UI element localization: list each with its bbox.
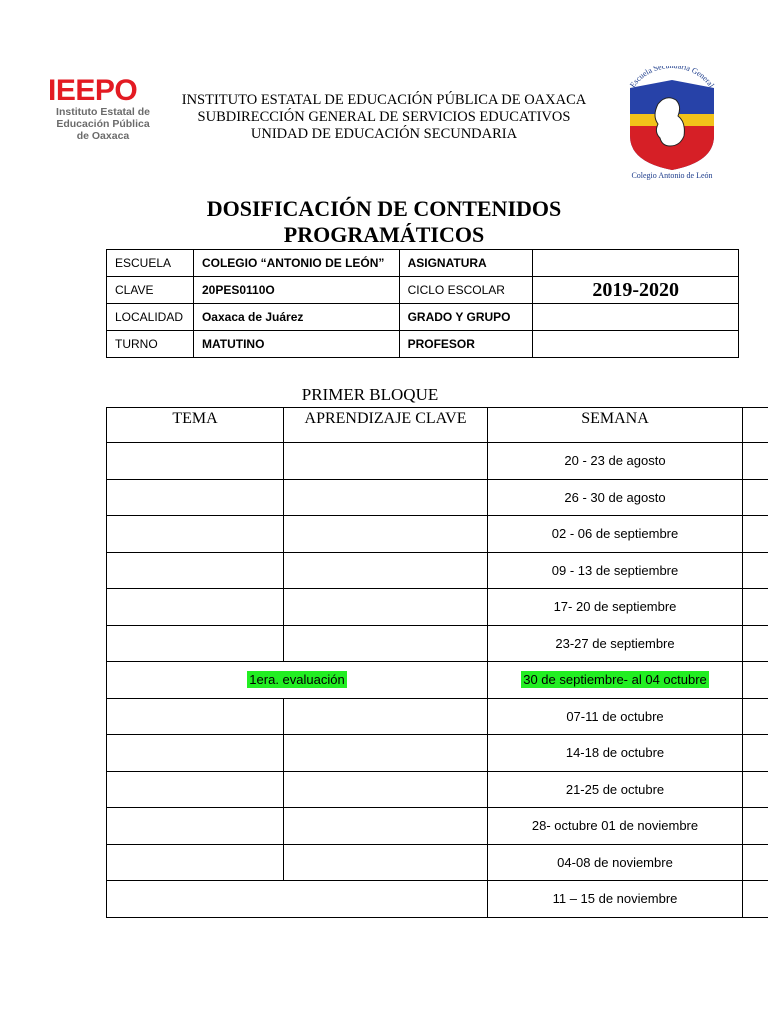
evaluation-row	[107, 662, 768, 699]
tema-cell	[107, 771, 284, 808]
semana-cell: 07-11 de octubre	[488, 698, 743, 735]
school-crest-logo	[618, 66, 726, 182]
block-title: PRIMER BLOQUE	[301, 385, 439, 404]
aprendizaje-cell	[284, 625, 488, 662]
semana-cell	[488, 662, 743, 699]
institution-line-1: INSTITUTO ESTATAL DE EDUCACIÓN PÚBLICA DE OAXACA	[181, 92, 587, 108]
aprendizaje-cell	[284, 771, 488, 808]
semana-cell: 09 - 13 de septiembre	[488, 552, 743, 589]
grado-value	[533, 304, 739, 331]
ieepo-logo-word: IEEPO	[48, 74, 138, 107]
tema-cell	[107, 698, 284, 735]
document-title	[160, 196, 608, 248]
aprendizaje-cell	[284, 844, 488, 881]
aprendizaje-cell	[284, 698, 488, 735]
table-row	[107, 443, 768, 480]
semana-cell: 02 - 06 de septiembre	[488, 516, 743, 553]
grado-label: GRADO Y GRUPO	[399, 304, 533, 331]
extra-cell	[743, 698, 768, 735]
document-title-line-1: DOSIFICACIÓN DE CONTENIDOS	[206, 196, 562, 221]
table-row	[107, 771, 768, 808]
institution-header	[160, 92, 608, 143]
semana-cell: 04-08 de noviembre	[488, 844, 743, 881]
ieepo-logo-sub-line-1: Instituto Estatal de	[56, 106, 150, 118]
extra-cell	[743, 771, 768, 808]
localidad-value: Oaxaca de Juárez	[193, 304, 399, 331]
turno-value: MATUTINO	[193, 331, 399, 358]
ieepo-logo-sub-line-3: de Oaxaca	[76, 130, 130, 142]
aprendizaje-cell	[284, 808, 488, 845]
crest-arc-text: Escuela Sec aria General	[628, 66, 717, 90]
clave-value: 20PES0110O	[193, 277, 399, 304]
asignatura-value	[533, 250, 739, 277]
aprendizaje-cell	[284, 443, 488, 480]
table-row	[107, 698, 768, 735]
tema-cell	[107, 589, 284, 626]
aprendizaje-cell	[284, 479, 488, 516]
tema-cell	[107, 735, 284, 772]
extra-cell	[743, 625, 768, 662]
asignatura-label: ASIGNATURA	[399, 250, 533, 277]
column-header-extra	[743, 408, 768, 443]
turno-label: TURNO	[107, 331, 194, 358]
institution-line-3: UNIDAD DE EDUCACIÓN SECUNDARIA	[250, 126, 518, 142]
profesor-label: PROFESOR	[399, 331, 533, 358]
semana-cell: 17- 20 de septiembre	[488, 589, 743, 626]
tema-cell	[107, 516, 284, 553]
institution-line-2: SUBDIRECCIÓN GENERAL DE SERVICIOS EDUCATIVOS	[197, 109, 571, 125]
tema-cell	[107, 443, 284, 480]
evaluation-label: 1era. evaluación	[249, 672, 345, 688]
semana-cell: 26 - 30 de agosto	[488, 479, 743, 516]
info-row-localidad	[107, 304, 739, 331]
table-row	[107, 516, 768, 553]
semana-cell: 20 - 23 de agosto	[488, 443, 743, 480]
evaluation-cell	[107, 662, 488, 699]
ciclo-label: CICLO ESCOLAR	[399, 277, 533, 304]
info-row-turno	[107, 331, 739, 358]
semana-cell: 28- octubre 01 de noviembre	[488, 808, 743, 845]
table-row	[107, 479, 768, 516]
extra-cell	[743, 881, 768, 918]
evaluation-week: 30 de septiembre- al 04 octubre	[523, 672, 707, 688]
extra-cell	[743, 479, 768, 516]
escuela-value: COLEGIO “ANTONIO DE LEÓN”	[193, 250, 399, 277]
localidad-label: LOCALIDAD	[107, 304, 194, 331]
document-title-line-2: PROGRAMÁTICOS	[283, 222, 485, 247]
info-row-escuela	[107, 250, 739, 277]
column-header-semana: SEMANA	[488, 408, 743, 443]
extra-cell	[743, 516, 768, 553]
profesor-value	[533, 331, 739, 358]
extra-cell	[743, 662, 768, 699]
aprendizaje-cell	[284, 516, 488, 553]
ieepo-logo-subtitle	[48, 106, 158, 142]
extra-cell	[743, 735, 768, 772]
tema-cell	[107, 808, 284, 845]
extra-cell	[743, 844, 768, 881]
tema-cell	[107, 552, 284, 589]
extra-cell	[743, 552, 768, 589]
extra-cell	[743, 443, 768, 480]
aprendizaje-cell	[284, 589, 488, 626]
ciclo-value: 2019-2020	[533, 277, 739, 304]
crest-caption: Colegio Antonio de León	[631, 171, 713, 180]
table-row	[107, 589, 768, 626]
table-row	[107, 844, 768, 881]
column-header-aprendizaje: APRENDIZAJE CLAVE	[284, 408, 488, 443]
extra-cell	[743, 808, 768, 845]
tema-cell	[107, 844, 284, 881]
table-row	[107, 808, 768, 845]
schedule-table	[106, 407, 768, 918]
aprendizaje-cell	[284, 552, 488, 589]
table-row	[107, 625, 768, 662]
school-info-table	[106, 249, 739, 358]
table-row	[107, 881, 768, 918]
tema-cell	[107, 479, 284, 516]
column-header-tema: TEMA	[107, 408, 284, 443]
merged-cell	[107, 881, 488, 918]
clave-label: CLAVE	[107, 277, 194, 304]
semana-cell: 11 – 15 de noviembre	[488, 881, 743, 918]
tema-cell	[107, 625, 284, 662]
info-row-clave	[107, 277, 739, 304]
escuela-label: ESCUELA	[107, 250, 194, 277]
semana-cell: 21-25 de octubre	[488, 771, 743, 808]
table-row	[107, 735, 768, 772]
semana-cell: 14-18 de octubre	[488, 735, 743, 772]
table-row	[107, 552, 768, 589]
semana-cell: 23-27 de septiembre	[488, 625, 743, 662]
schedule-header-row	[107, 408, 768, 443]
aprendizaje-cell	[284, 735, 488, 772]
extra-cell	[743, 589, 768, 626]
ieepo-logo-sub-line-2: Educación Pública	[56, 118, 150, 130]
ieepo-logo	[48, 76, 158, 146]
